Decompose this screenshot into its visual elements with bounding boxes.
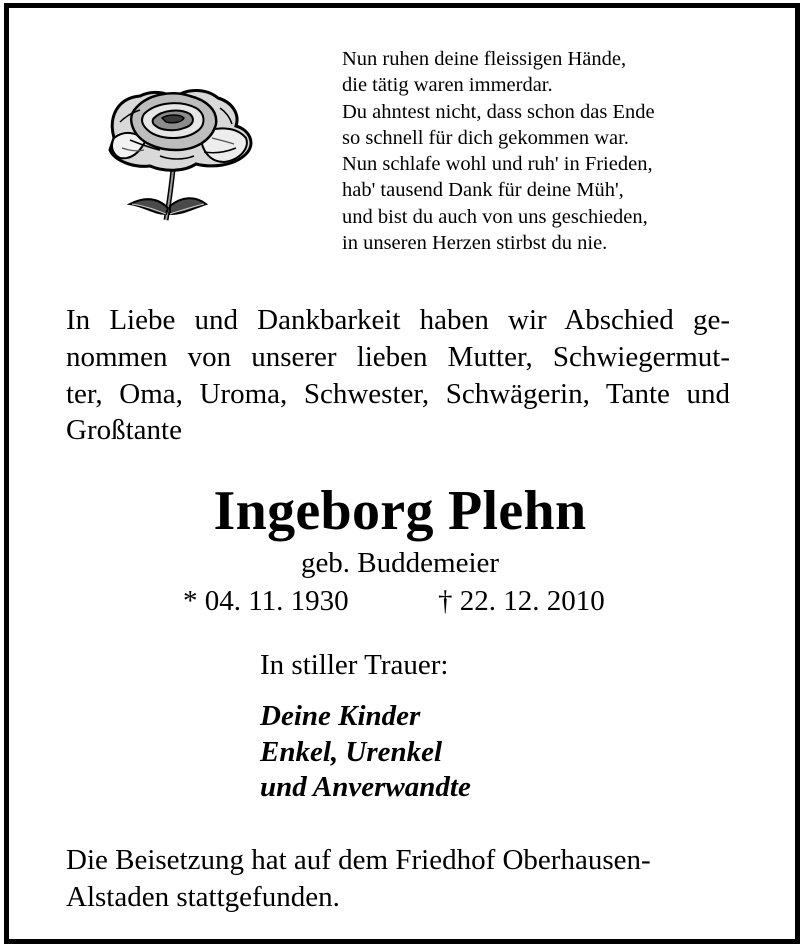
mourner-line: Enkel, Urenkel (260, 735, 443, 768)
mourner-line: und Anverwandte (260, 771, 471, 803)
poem-line: Nun ruhen deine fleissigen Hände, (342, 48, 627, 70)
poem-line: Du ahntest nicht, dass schon das Ende (342, 100, 655, 123)
intro-paragraph (66, 302, 730, 449)
death-date: † 22. 12. 2010 (438, 585, 605, 617)
poem-line: in unseren Herzen stirbst du nie. (342, 232, 608, 255)
burial-notice (66, 842, 746, 915)
poem-line: so schnell für dich gekommen war. (342, 126, 629, 149)
maiden-name: geb. Buddemeier (300, 547, 500, 579)
intro-line: In Liebe und Dankbarkeit haben wir Abschied ge- (66, 304, 730, 336)
birth-date: * 04. 11. 1930 (183, 585, 349, 617)
poem-line: die tätig waren immerdar. (342, 74, 553, 97)
mourner-line: Deine Kinder (260, 700, 421, 732)
intro-line: nommen von unserer lieben Mutter, Schwiegermut- (66, 340, 730, 373)
poem (342, 46, 762, 256)
deceased-name: Ingeborg Plehn (213, 480, 587, 542)
mourning-heading: In stiller Trauer: (260, 649, 449, 681)
burial-line: Die Beisetzung hat auf dem Friedhof Oberhausen- (66, 844, 651, 876)
poem-line: Nun schlafe wohl und ruh' in Frieden, (342, 153, 653, 176)
poem-line: und bist du auch von uns geschieden, (342, 205, 648, 228)
rose-icon (100, 68, 260, 228)
mourners-list (260, 699, 471, 806)
poem-line: hab' tausend Dank für deine Müh', (342, 179, 624, 202)
intro-line: Großtante (66, 414, 182, 447)
intro-line: ter, Oma, Uroma, Schwester, Schwägerin, Tante und (66, 377, 730, 410)
burial-line: Alstaden stattgefunden. (66, 880, 340, 913)
